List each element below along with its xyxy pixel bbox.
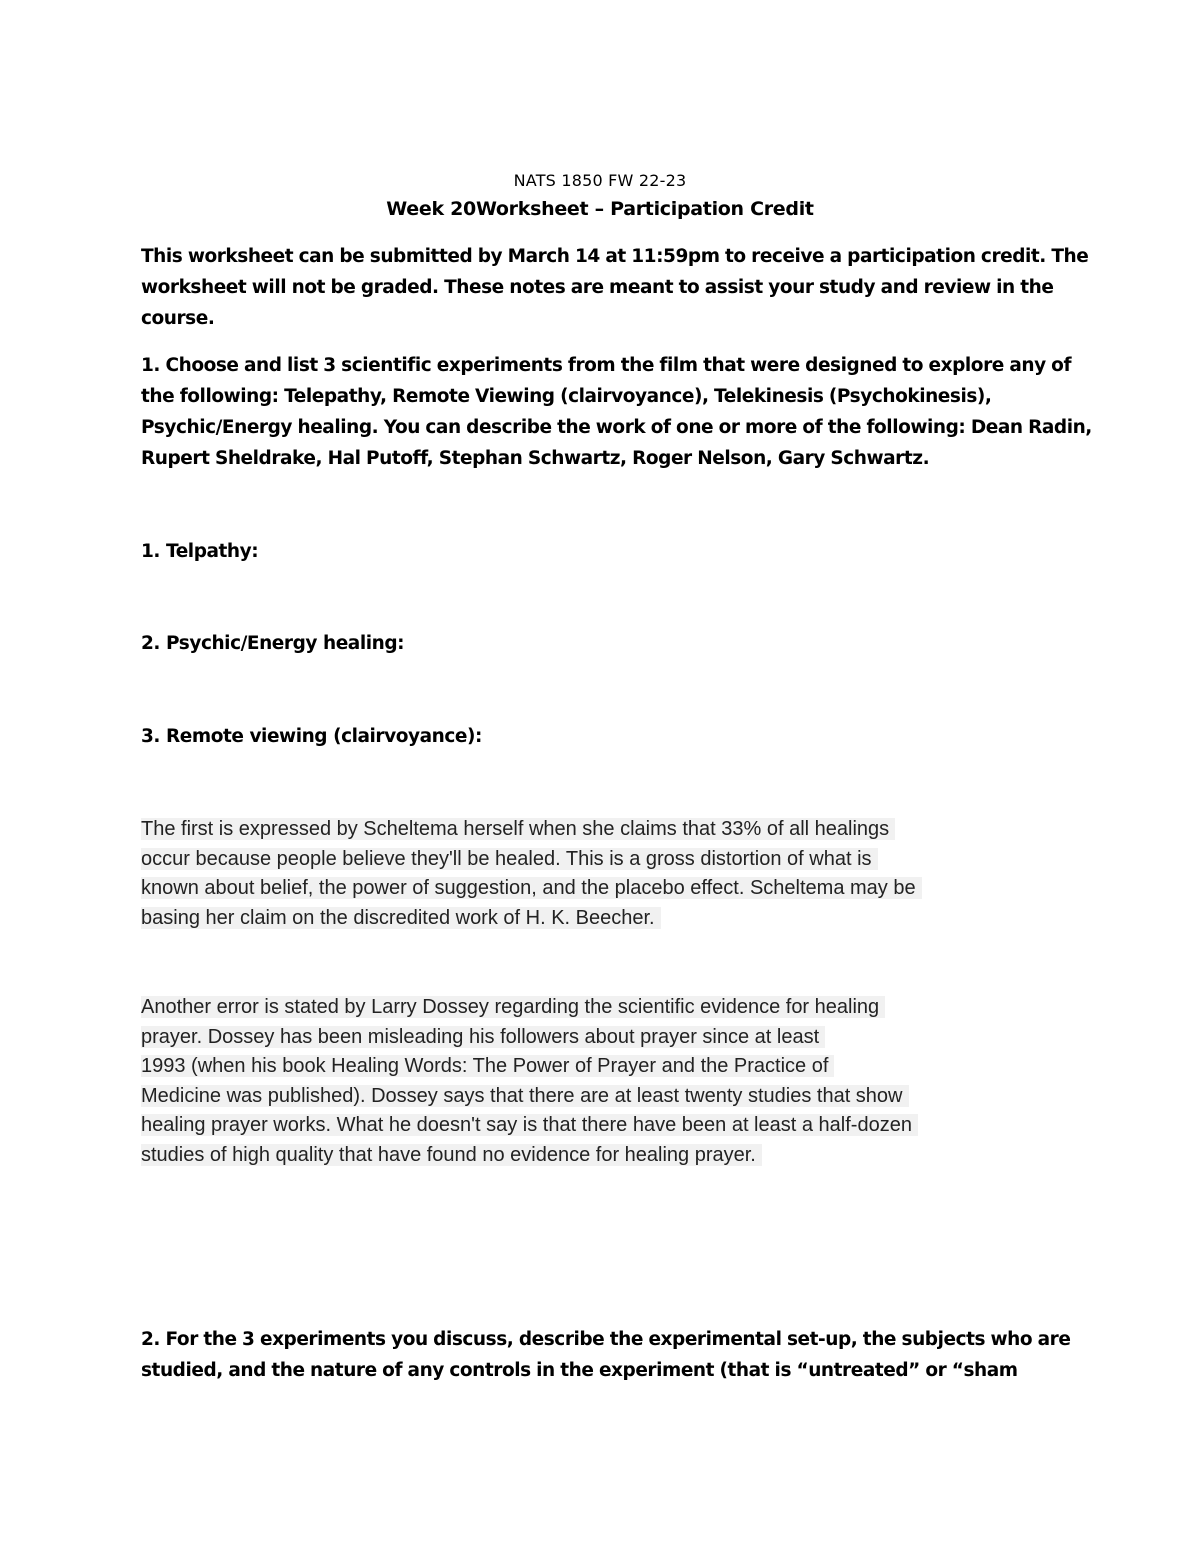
question-2-line: 2. For the 3 experiments you discuss, describe the experimental set-up, the subjects who are xyxy=(141,1329,1071,1350)
quote-line: The first is expressed by Scheltema herself when she claims that 33% of all healings xyxy=(141,818,895,840)
quote-line: basing her claim on the discredited work of H. K. Beecher. xyxy=(141,907,661,929)
question-2-line: studied, and the nature of any controls in the experiment (that is “untreated” or “sham xyxy=(141,1360,1018,1381)
question-1-line: Rupert Sheldrake, Hal Putoff, Stephan Schwartz, Roger Nelson, Gary Schwartz. xyxy=(141,448,930,469)
intro-line: worksheet will not be graded. These notes are meant to assist your study and review in the xyxy=(141,277,1054,298)
question-1-line: 1. Choose and list 3 scientific experiments from the film that were designed to explore any of xyxy=(141,355,1072,376)
quote-line: occur because people believe they'll be healed. This is a gross distortion of what is xyxy=(141,848,878,870)
quote-line: Another error is stated by Larry Dossey regarding the scientific evidence for healing xyxy=(141,996,885,1018)
question-2 xyxy=(141,1324,1071,1386)
question-1-line: the following: Telepathy, Remote Viewing (clairvoyance), Telekinesis (Psychokinesis), xyxy=(141,386,992,407)
quote-dossey xyxy=(141,993,918,1170)
question-1-line: Psychic/Energy healing. You can describe the work of one or more of the following: Dean Radin, xyxy=(141,417,1092,438)
answer-label-telepathy: 1. Telpathy: xyxy=(141,541,259,562)
answer-label-energy-healing: 2. Psychic/Energy healing: xyxy=(141,633,405,654)
course-code: NATS 1850 FW 22-23 xyxy=(513,171,687,190)
quote-line: known about belief, the power of suggestion, and the placebo effect. Scheltema may be xyxy=(141,877,922,899)
page-title: Week 20Worksheet – Participation Credit xyxy=(386,198,814,220)
quote-line: prayer. Dossey has been misleading his followers about prayer since at least xyxy=(141,1026,825,1048)
quote-line: studies of high quality that have found no evidence for healing prayer. xyxy=(141,1144,762,1166)
intro-paragraph xyxy=(141,241,1089,334)
answer-label-remote-viewing: 3. Remote viewing (clairvoyance): xyxy=(141,726,482,747)
quote-line: healing prayer works. What he doesn't say is that there have been at least a half-dozen xyxy=(141,1114,918,1136)
quote-scheltema xyxy=(141,815,922,933)
question-1 xyxy=(141,350,1092,474)
intro-line: This worksheet can be submitted by March 14 at 11:59pm to receive a participation credit. The xyxy=(141,246,1089,267)
quote-line: 1993 (when his book Healing Words: The Power of Prayer and the Practice of xyxy=(141,1055,834,1077)
intro-line: course. xyxy=(141,308,215,329)
quote-line: Medicine was published). Dossey says that there are at least twenty studies that show xyxy=(141,1085,909,1107)
